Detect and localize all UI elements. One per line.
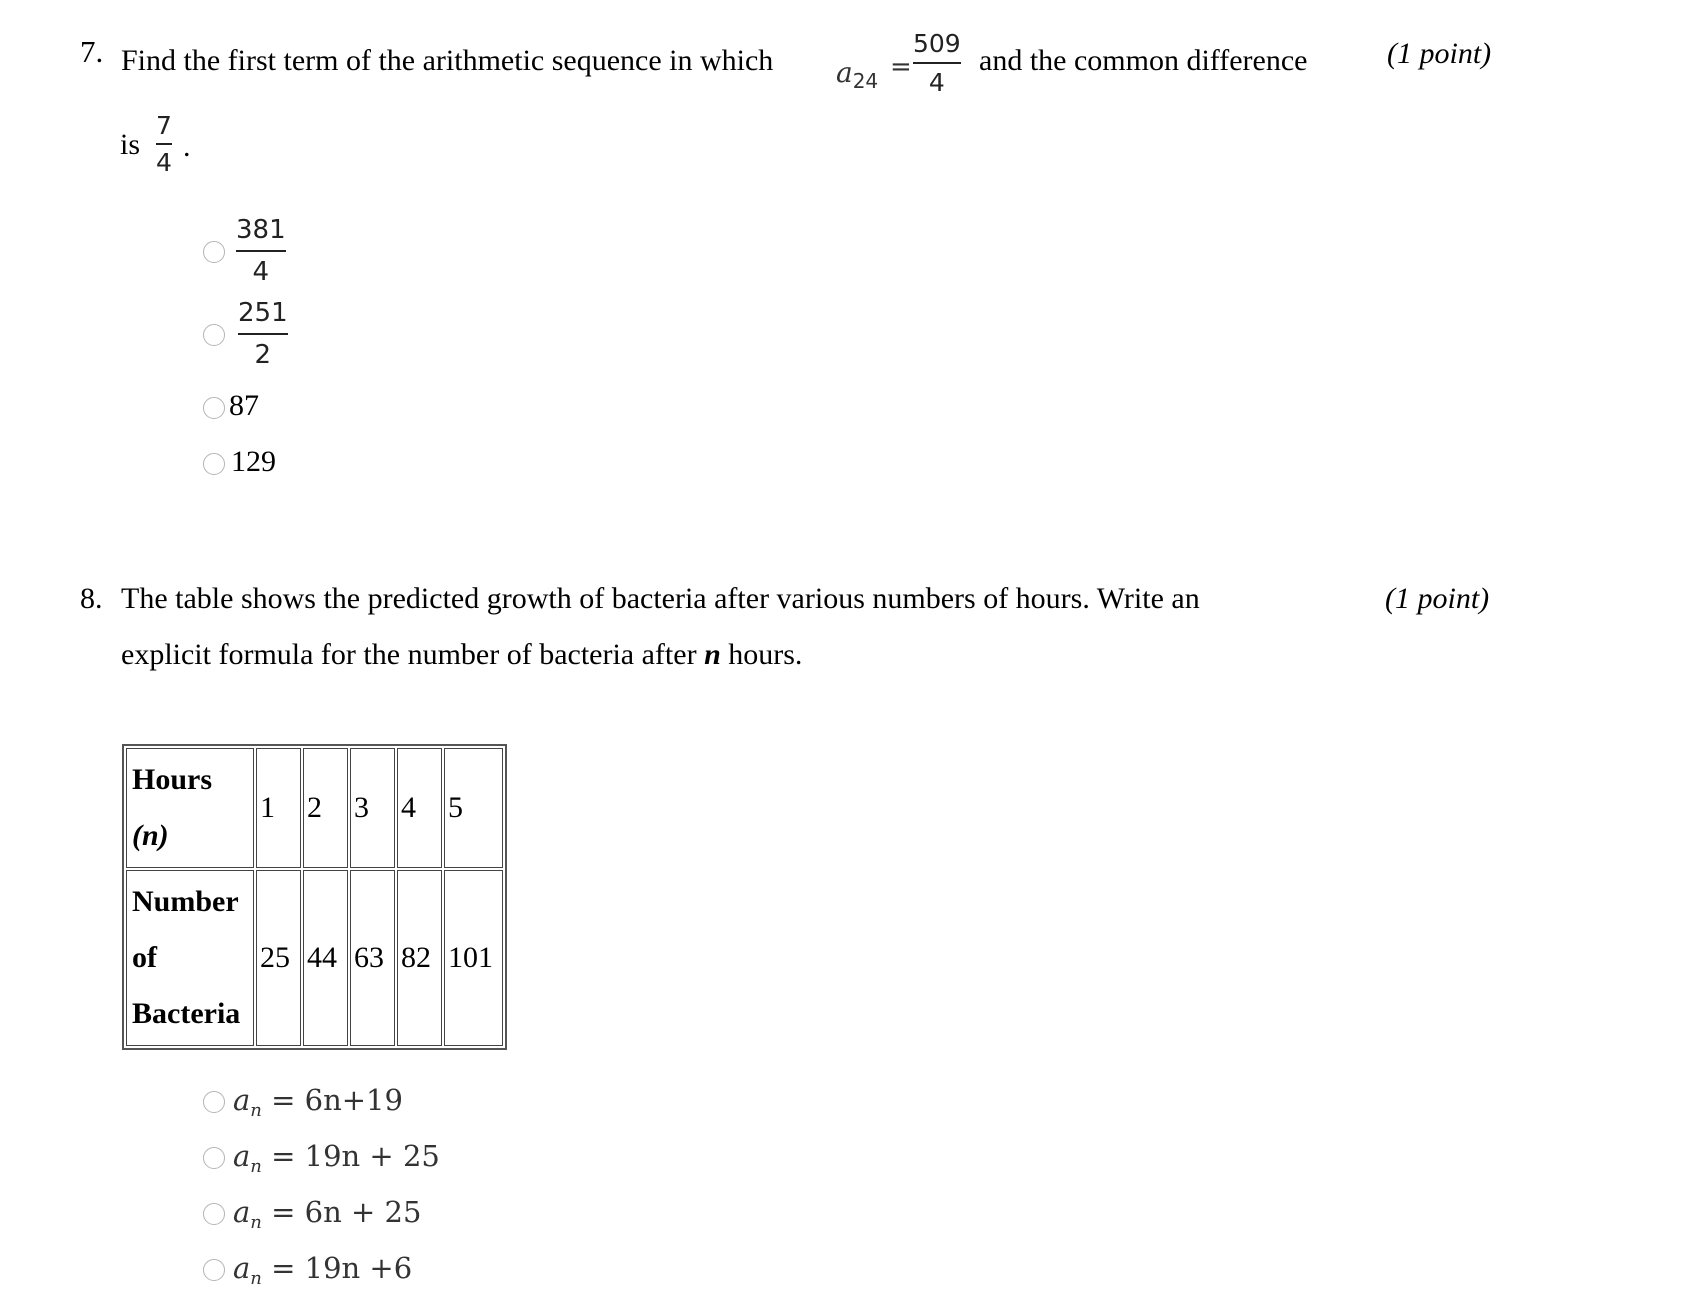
question-7-points: (1 point) <box>1387 37 1492 70</box>
table-row-header <box>126 748 254 868</box>
option-radio-4[interactable] <box>203 453 225 475</box>
bacteria-growth-table <box>122 744 507 1050</box>
option-radio-3[interactable] <box>203 1203 225 1225</box>
term-var-a: a <box>836 56 853 89</box>
table-cell: 4 <box>397 748 442 868</box>
fraction-denominator: 4 <box>252 257 270 287</box>
fraction-denominator: 4 <box>928 68 945 97</box>
table-row <box>126 870 503 1046</box>
table-cell: 3 <box>350 748 395 868</box>
question-8-text-line-1: The table shows the predicted growth of bacteria after various numbers of hours. Write an <box>121 582 1200 615</box>
formula-subscript: n <box>250 1100 262 1121</box>
option-2-fraction <box>238 300 288 368</box>
option-radio-1[interactable] <box>203 1091 225 1113</box>
header-line: Number <box>132 885 239 918</box>
equals-sign: = <box>890 52 912 82</box>
given-term-fraction <box>913 31 961 95</box>
option-4-formula <box>233 1251 412 1289</box>
formula-rhs: = 19n + 25 <box>271 1139 440 1173</box>
formula-rhs: = 6n + 25 <box>271 1195 422 1229</box>
option-radio-2[interactable] <box>203 324 225 346</box>
fraction-bar <box>156 143 172 145</box>
formula-rhs: = 19n +6 <box>271 1251 413 1285</box>
term-variable <box>836 56 879 93</box>
formula-subscript: n <box>250 1268 262 1289</box>
formula-var: a <box>233 1083 251 1117</box>
fraction-numerator: 381 <box>236 215 286 245</box>
question-7-text-continued: and the common difference <box>979 44 1308 77</box>
header-line: of <box>132 941 157 974</box>
option-radio-1[interactable] <box>203 241 225 263</box>
table-cell: 44 <box>303 870 348 1046</box>
question-7-text: Find the first term of the arithmetic sequence in which <box>121 44 774 77</box>
question-8-text-line-2 <box>121 638 802 672</box>
fraction-bar <box>913 62 961 64</box>
table-row-header <box>126 870 254 1046</box>
option-2-formula <box>233 1139 440 1177</box>
formula-subscript: n <box>250 1156 262 1177</box>
fraction-bar <box>238 333 288 335</box>
option-radio-4[interactable] <box>203 1259 225 1281</box>
option-1-fraction <box>236 217 286 285</box>
header-line: (n) <box>132 819 169 852</box>
header-line: Hours <box>132 763 213 796</box>
table-cell: 2 <box>303 748 348 868</box>
common-difference-fraction <box>156 113 172 175</box>
question-8-points: (1 point) <box>1385 582 1490 615</box>
table-cell: 25 <box>256 870 301 1046</box>
line-2-end: hours. <box>728 638 803 671</box>
term-subscript: 24 <box>852 69 879 93</box>
table-cell: 5 <box>444 748 503 868</box>
fraction-denominator: 2 <box>254 340 272 370</box>
fraction-numerator: 7 <box>156 111 172 140</box>
formula-var: a <box>233 1139 251 1173</box>
table-row <box>126 748 503 868</box>
option-1-formula <box>233 1083 403 1121</box>
option-4-text: 129 <box>231 445 276 478</box>
question-7-number: 7. <box>80 34 104 69</box>
formula-var: a <box>233 1195 251 1229</box>
fraction-numerator: 509 <box>913 29 961 58</box>
period: . <box>183 130 191 163</box>
option-radio-2[interactable] <box>203 1147 225 1169</box>
header-line: Bacteria <box>132 997 241 1030</box>
option-3-text: 87 <box>229 389 259 422</box>
variable-n: n <box>704 638 721 671</box>
table-cell: 101 <box>444 870 503 1046</box>
question-8-number: 8. <box>80 582 103 615</box>
option-radio-3[interactable] <box>203 397 225 419</box>
option-3-formula <box>233 1195 421 1233</box>
fraction-bar <box>236 250 286 252</box>
formula-rhs: = 6n+19 <box>271 1083 403 1117</box>
line-2-start: explicit formula for the number of bacteria after <box>121 638 697 671</box>
fraction-denominator: 4 <box>156 148 172 177</box>
table-cell: 82 <box>397 870 442 1046</box>
is-label: is <box>120 128 141 161</box>
table-cell: 63 <box>350 870 395 1046</box>
table-cell: 1 <box>256 748 301 868</box>
formula-var: a <box>233 1251 251 1285</box>
fraction-numerator: 251 <box>238 298 288 328</box>
formula-subscript: n <box>250 1212 262 1233</box>
